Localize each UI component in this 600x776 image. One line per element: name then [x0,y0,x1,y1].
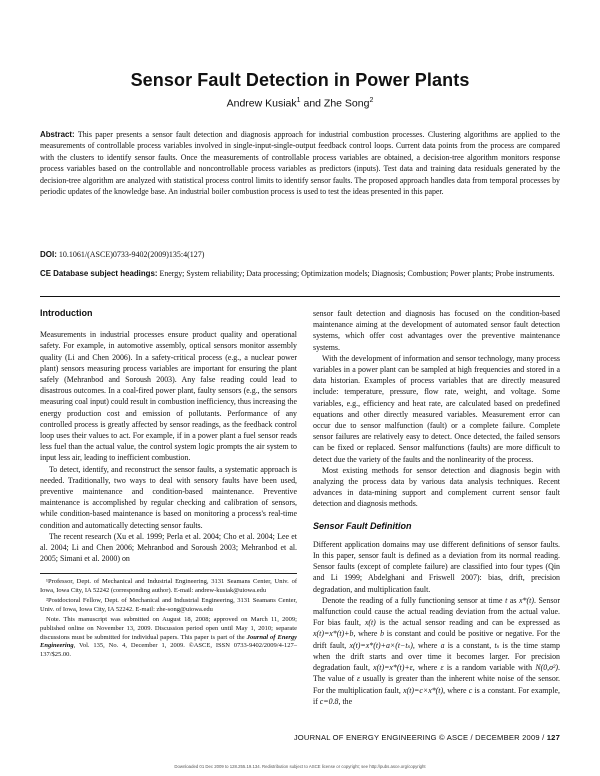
math-epsilon: ε [356,674,360,684]
header-divider [40,296,560,297]
text-run: . The value of [313,663,560,684]
text-run: is a random variable with [443,663,536,673]
introduction-heading: Introduction [40,308,93,318]
text-run: . Sensor malfunction could cause the actual reading deviation from the actual value. For bias fault, [313,595,560,628]
sensor-fault-definition-heading: Sensor Fault Definition [313,520,412,531]
math-b: b [380,629,385,639]
math-actual-reading: x(t) [364,618,376,628]
manuscript-note-text-1: Note. This manuscript was submitted on August 18, 2008; approved on March 11, 2009; published online on November 13, 2009. Discussion period open until May 1, 2010; separate discussions must be submitted for individual papers. This paper is part of the [40,616,297,641]
intro-paragraph-4: With the development of information and sensor technology, many process variables in a power plant can be sampled at high frequencies and stored in a data historian. Examples of process variables that are directly measured include: temperature, pressure, flow rate, weight, and voltage. Some variables, e.g., efficiency and heat rate, are calculated based on predefined equations and other directly measured variables. Measurement error can occur due to sensor malfunction (fault) or a complete failure. Complete sensor failures are relatively easy to detect. Once detected, the failed sensors can be fixed or replaced. Sensor malfunctions (faults) are more difficult to detect due the variety of the faults and the nonlinearity of the process. [313,353,560,464]
subject-headings-label: CE Database subject headings: [40,269,158,278]
math-a: a [440,640,445,650]
manuscript-note-text-2: , Vol. 135, No. 4, December 1, 2009. ©ASCE, ISSN 0733-9402/2009/4-127–137/$25.00. [40,642,297,658]
text-run: as [507,595,520,605]
right-column [313,308,560,707]
math-t: t [505,595,508,605]
author-joiner: and [300,97,324,110]
download-note: Downloaded 01 Dec 2009 to 128.255.19.134. Redistribution subject to ASCE license or copyright; see http://pubs.asce.org/copyright [174,764,426,769]
author-2-affiliation-mark: 2 [369,97,374,104]
text-run: is the actual sensor reading and can be expressed as [375,618,560,628]
author-line [0,97,600,110]
text-run: , where [353,629,381,639]
math-multiplication-equation: x(t)=c×x*(t) [403,685,444,695]
manuscript-note [40,616,297,659]
page-number: 127 [546,733,560,742]
journal-name: Journal of Energy Engineering [40,633,297,650]
intro-paragraph-3: The recent research (Xu et al. 1999; Perla et al. 2004; Cho et al. 2004; Lee et al. 2004; Li and Chen 2006; Mehranbod and Soroush 2003; Mehranbod et al. 2005; Simani et al. 2000) on [40,531,297,564]
abstract-label: Abstract: [40,130,75,139]
math-normal-distribution: N(0,σ²) [535,663,559,673]
doi-label: DOI: [40,250,57,259]
intro-paragraph-1: Measurements in industrial processes ensure product quality and operational safety. For example, in automotive assembly, optical sensors monitor assembly quality (Li and Chen 2006). In a safety-critical process (e.g., a nuclear power plant) sensors measuring process variables are important for ensuring the plant safely (Mehranbod and Soroush 2003). Any false reading could lead to disastrous outcomes. In a coal-fired power plant, faulty sensors (e.g., the sensors measuring coal input) could result in combustion inefficiency, thus increasing the energy production cost and emission of pollutants. Performance of any controlled process is greatly affected by sensor readings, as the feedback control loop uses their values to act. For example, if in a power plant a fuel sensor reads less fuel than the actual value, the control system logic prompts the air system to input less air, leading to inefficient combustion. [40,330,297,463]
intro-paragraph-2: To detect, identify, and reconstruct the sensor faults, a systematic approach is needed. Traditionally, two ways to deal with sensory faults have been used, preventive maintenance and condition-based maintenance. Preventive maintenance is accomplished by regular checking and calibration of sensors, while condition-based maintenance is based on monitoring a process's real-time condition and automatically detecting sensor faults. [40,464,297,530]
text-run: , where [443,685,469,695]
definition-paragraph-2 [313,595,560,707]
footnote-1: ¹Professor, Dept. of Mechanical and Industrial Engineering, 3131 Seamans Center, Univ. of Iowa, Iowa City, IA 52242 (corresponding author). E-mail: andrew-kusiak@uiowa.edu [40,578,297,594]
journal-footer [294,733,560,742]
subject-headings-text: Energy; System reliability; Data processing; Optimization models; Diagnosis; Combustion; Power plants; Probe instruments. [159,269,555,278]
subject-headings [40,268,560,279]
footnote-2: ²Postdoctoral Fellow, Dept. of Mechanical and Industrial Engineering, 3131 Seamans Center, Univ. of Iowa, Iowa City, IA 52242. E-mail: zhe-song@uiowa.edu [40,597,297,613]
math-precision-equation: x(t)=x*(t)+ε [373,663,413,673]
abstract-text: This paper presents a sensor fault detection and diagnosis approach for industrial combustion processes. Clustering algorithms are applied to the measurements of controllable process variables involved in single-input-single-output feedback control loops. Current data points from the process are compared with the clusters to identify sensor faults. Once the measurements of controllable process variables are obtained, a decision-tree algorithm monitors response process variables based on the controllable and noncontrollable process variables as predictors (inputs). Test data and training data residuals generated by the decision-tree algorithm are analyzed with statistical process control limits to identify sensor faults. The proposed approach handles data from temporal processes by periodic updates of the knowledge base. An industrial boiler combustion process is used to test the ideas presented in this paper. [40,130,560,197]
author-1-affiliation-mark: 1 [296,97,301,104]
math-epsilon: ε [440,663,444,673]
text-run: is a constant, [444,640,495,650]
math-bias-equation: x(t)=x*(t)+b [313,629,354,639]
text-run: is constant and could be positive or negative. For the drift fault, [313,629,560,650]
text-run: , where [412,640,441,650]
math-ts: tₛ [494,640,500,650]
intro-paragraph-5: Most existing methods for sensor detection and diagnosis begin with analyzing the process data by various data analysis techniques. Recent advances in data-mining support and complement current sensor fault detection and diagnosis methods. [313,465,560,509]
math-drift-equation: x(t)=x*(t)+a×(t−tₛ) [349,640,413,650]
doi-line [40,250,560,259]
author-2: Zhe Song [323,97,370,110]
text-run: , the [338,696,353,706]
doi-value[interactable]: 10.1061/(ASCE)0733-9402(2009)135:4(127) [58,250,205,259]
math-true-reading: x*(t) [519,595,534,605]
paper-title: Sensor Fault Detection in Power Plants [130,70,470,90]
text-run: is the time stamp when the drift starts and over time it becomes larger. For precision degradation fault, [313,640,560,673]
text-run: , where [412,663,441,673]
math-c: c [468,685,473,695]
journal-footer-text: JOURNAL OF ENERGY ENGINEERING © ASCE / DECEMBER 2009 / [293,733,547,742]
intro-continued-paragraph: sensor fault detection and diagnosis has focused on the condition-based maintenance aiming at the development of automated sensor fault detection systems, which offer cost advantages over the preventive maintenance systems. [313,309,560,352]
text-run: Denote the reading of a fully functioning sensor at time [322,595,506,605]
math-c-value: c=0.8 [319,696,339,706]
definition-paragraph-1: Different application domains may use different definitions of sensor faults. In this paper, sensor fault is defined as a deviation from its normal reading. Sensor faults (except of complete failure) are classified into four types (Qin and Li 1999; Abdelghani and Friswell 2007): bias, drift, precision degradation, and multiplication fault. [313,539,560,594]
text-run: is a constant. For example, if [313,685,560,706]
abstract [40,129,560,197]
left-column [40,308,297,564]
author-1: Andrew Kusiak [226,97,297,110]
text-run: usually is greater than the inherent white noise of the sensor. For the multiplication fault, [313,674,560,695]
footnotes [40,573,297,661]
